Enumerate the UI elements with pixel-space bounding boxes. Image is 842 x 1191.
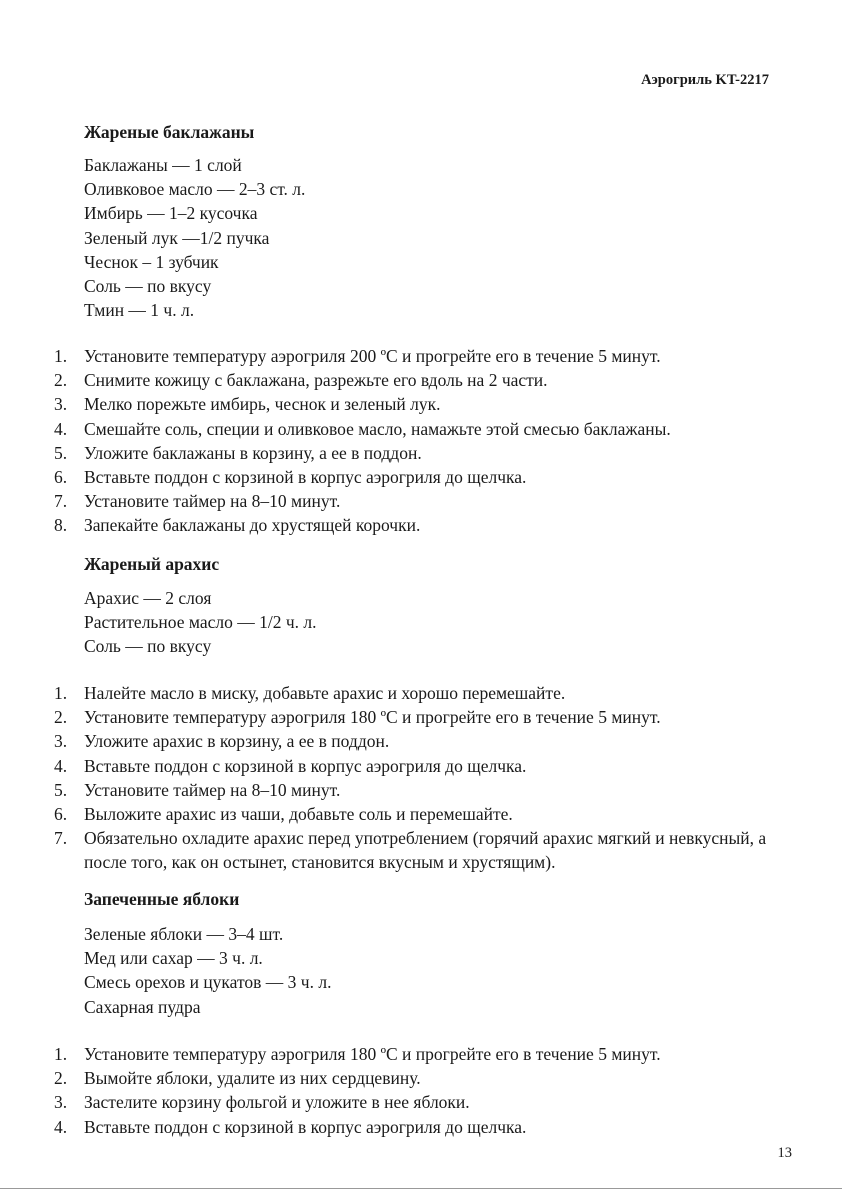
step-text: Вставьте поддон с корзиной в корпус аэрогриля до щелчка.: [84, 755, 527, 776]
step-text: Вставьте поддон с корзиной в корпус аэрогриля до щелчка.: [84, 1116, 527, 1137]
step-text: Налейте масло в миску, добавьте арахис и хорошо перемешайте.: [84, 683, 566, 703]
ingredient-list-peanuts: [84, 586, 317, 659]
ingredient-item: Чеснок – 1 зубчик: [84, 251, 219, 272]
step-number: 1.: [54, 1044, 68, 1064]
ingredient-list-baked-apples: [84, 922, 331, 1019]
step-item: [0, 513, 842, 537]
step-text: Установите температуру аэрогриля 180 ºС и прогрейте его в течение 5 минут.: [84, 1044, 661, 1064]
step-text: Вымойте яблоки, удалите из них сердцевину.: [84, 1068, 421, 1089]
ingredient-item: Оливковое масло — 2–3 ст. л.: [84, 179, 306, 200]
recipe-title-eggplant: Жареные баклажаны: [84, 122, 255, 142]
step-number: 7.: [54, 828, 68, 849]
footer-divider: [0, 1188, 842, 1189]
step-number: 6.: [54, 467, 68, 488]
ingredient-item: Зеленый лук —1/2 пучка: [84, 227, 270, 248]
step-number: 8.: [54, 515, 68, 536]
step-text: Установите температуру аэрогриля 180 ºС и прогрейте его в течение 5 минут.: [84, 707, 661, 728]
step-text: Выложите арахис из чаши, добавьте соль и перемешайте.: [84, 804, 513, 825]
ingredient-item: Соль — по вкусу: [84, 636, 212, 657]
step-number: 1.: [54, 346, 68, 366]
ingredient-item: Арахис — 2 слоя: [84, 588, 212, 608]
step-text: Запекайте баклажаны до хрустящей корочки.: [84, 515, 421, 536]
running-header: Аэрогриль KT-2217: [641, 72, 769, 88]
step-number: 4.: [54, 755, 68, 776]
ingredient-item: Имбирь — 1–2 кусочка: [84, 203, 258, 224]
step-item: [0, 417, 842, 441]
step-item: [0, 705, 842, 729]
step-number: 3.: [54, 1092, 68, 1113]
step-text: Снимите кожицу с баклажана, разрежьте его вдоль на 2 части.: [84, 370, 548, 391]
step-number: 2.: [54, 370, 68, 391]
step-text: Установите таймер на 8–10 минут.: [84, 491, 341, 512]
step-item: [0, 392, 842, 416]
step-item: [0, 754, 842, 778]
step-text: Застелите корзину фольгой и уложите в нее яблоки.: [84, 1092, 470, 1113]
ingredient-item: Зеленые яблоки — 3–4 шт.: [84, 924, 284, 944]
ingredient-item: Тмин — 1 ч. л.: [84, 300, 195, 321]
step-item: [0, 778, 842, 802]
step-text: Обязательно охладите арахис перед употреблением (горячий арахис мягкий и невкусный, а после того, как он остынет, становится вкусным и хрустящим).: [84, 828, 767, 873]
step-number: 2.: [54, 707, 68, 728]
step-text: Установите таймер на 8–10 минут.: [84, 779, 341, 800]
step-item: [0, 681, 842, 705]
ingredient-item: Сахарная пудра: [84, 996, 201, 1017]
step-item: [0, 368, 842, 392]
step-number: 6.: [54, 804, 68, 825]
step-number: 7.: [54, 491, 68, 512]
step-item: [0, 344, 842, 368]
recipe-title-peanuts: Жареный арахис: [84, 554, 220, 574]
ingredient-item: Баклажаны — 1 слой: [84, 155, 242, 175]
ingredient-list-eggplant: [84, 153, 305, 322]
ingredient-item: Смесь орехов и цукатов — 3 ч. л.: [84, 972, 332, 993]
steps-list-eggplant: [0, 344, 842, 538]
step-item: [0, 826, 842, 874]
step-text: Уложите арахис в корзину, а ее в поддон.: [84, 731, 390, 752]
step-item: [0, 1042, 842, 1066]
step-number: 5.: [54, 779, 68, 800]
step-number: 4.: [54, 418, 68, 439]
step-item: [0, 465, 842, 489]
step-item: [0, 489, 842, 513]
step-number: 3.: [54, 394, 68, 415]
step-item: [0, 729, 842, 753]
ingredient-item: Мед или сахар — 3 ч. л.: [84, 948, 263, 969]
step-text: Мелко порежьте имбирь, чеснок и зеленый лук.: [84, 394, 441, 415]
step-number: 2.: [54, 1068, 68, 1089]
step-text: Смешайте соль, специи и оливковое масло, намажьте этой смесью баклажаны.: [84, 418, 671, 439]
step-number: 3.: [54, 731, 68, 752]
step-item: [0, 441, 842, 465]
recipe-title-baked-apples: Запеченные яблоки: [84, 889, 240, 909]
step-number: 1.: [54, 683, 68, 703]
steps-list-peanuts: [0, 681, 842, 875]
step-number: 5.: [54, 442, 68, 463]
step-text: Установите температуру аэрогриля 200 ºС и прогрейте его в течение 5 минут.: [84, 346, 661, 366]
step-text: Уложите баклажаны в корзину, а ее в поддон.: [84, 442, 422, 463]
step-number: 4.: [54, 1116, 68, 1137]
step-text: Вставьте поддон с корзиной в корпус аэрогриля до щелчка.: [84, 467, 527, 488]
step-item: [0, 1066, 842, 1090]
step-item: [0, 1090, 842, 1114]
page-number: 13: [777, 1145, 792, 1161]
step-item: [0, 802, 842, 826]
steps-list-baked-apples: [0, 1042, 842, 1139]
ingredient-item: Растительное масло — 1/2 ч. л.: [84, 612, 317, 633]
ingredient-item: Соль — по вкусу: [84, 276, 212, 297]
step-item: [0, 1115, 842, 1139]
